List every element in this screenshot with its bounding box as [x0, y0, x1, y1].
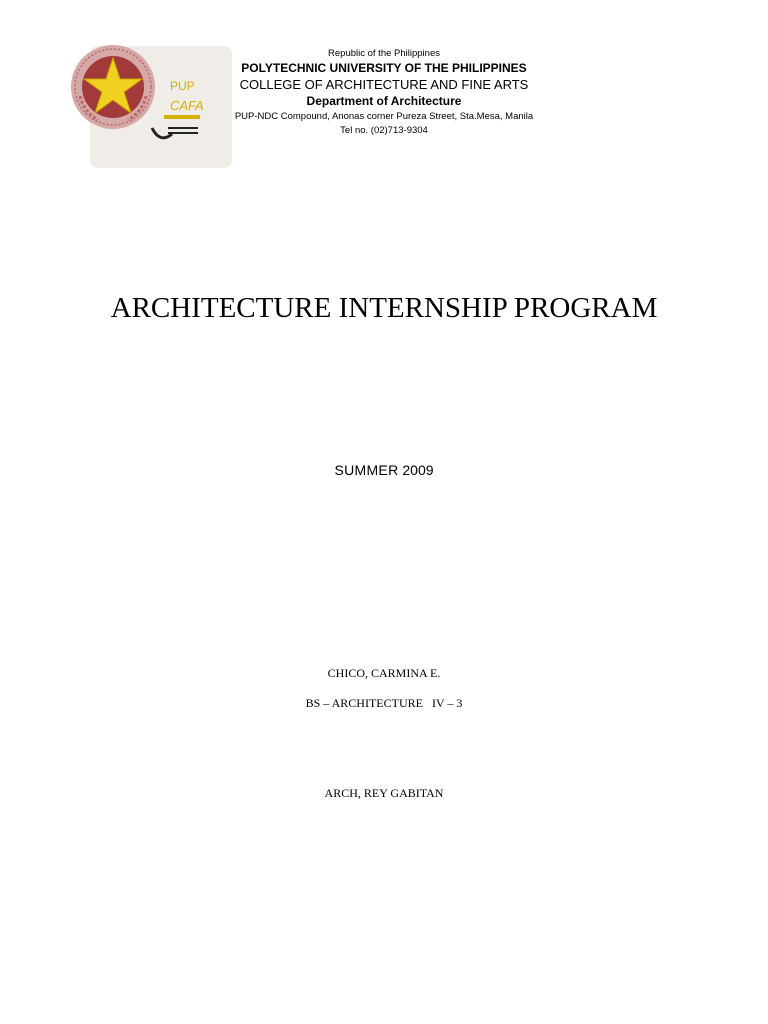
telephone-line: Tel no. (02)713-9304	[340, 125, 428, 136]
svg-text:CAFA: CAFA	[170, 98, 204, 113]
term-season: SUMMER	[334, 462, 399, 478]
pup-seal-logo	[70, 44, 156, 130]
term-line	[0, 460, 768, 480]
term-year: 2009	[402, 462, 434, 478]
address-line: PUP-NDC Compound, Anonas corner Pureza Street, Sta.Mesa, Manila	[234, 111, 534, 122]
student-name: CHICO, CARMINA E.	[327, 666, 441, 680]
department-name: Department of Architecture	[306, 94, 462, 108]
republic-line: Republic of the Philippines	[328, 48, 440, 59]
student-course: BS – ARCHITECTURE IV – 3	[305, 696, 463, 710]
university-name: POLYTECHNIC UNIVERSITY OF THE PHILIPPINES	[241, 61, 527, 75]
college-name: COLLEGE OF ARCHITECTURE AND FINE ARTS	[239, 77, 529, 92]
adviser-name: ARCH, REY GABITAN	[324, 786, 444, 800]
svg-text:PUP: PUP	[170, 79, 195, 93]
document-title: ARCHITECTURE INTERNSHIP PROGRAM	[110, 292, 658, 324]
letterhead	[200, 47, 568, 137]
